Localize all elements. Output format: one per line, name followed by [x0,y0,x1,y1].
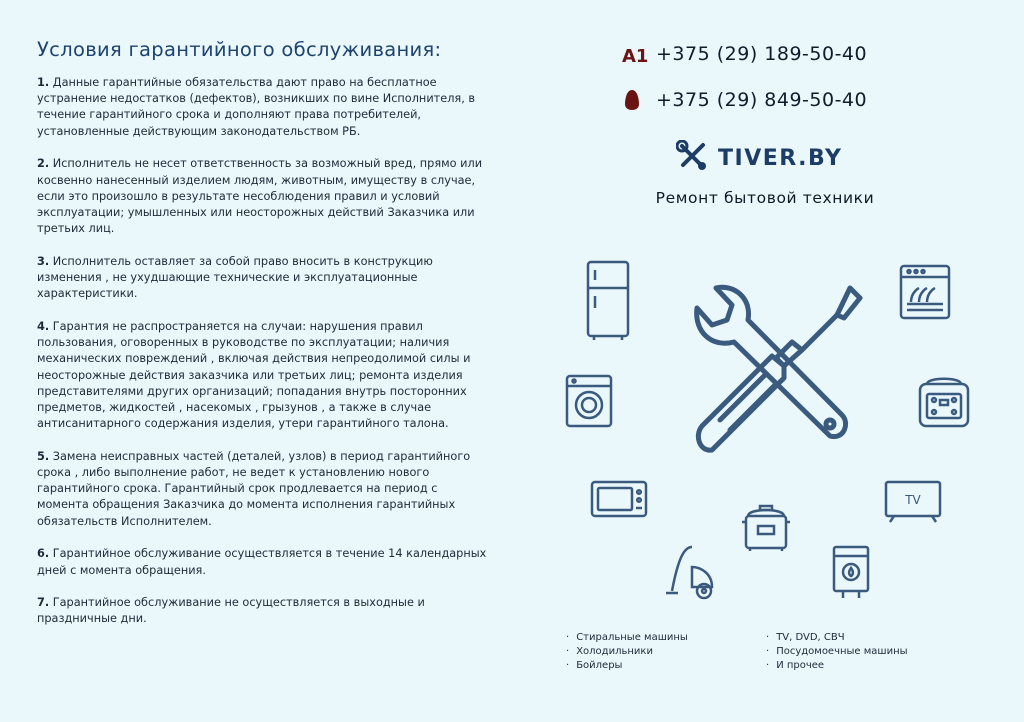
services-column-2 [766,631,908,673]
tv-icon [884,480,942,528]
service-item: · Стиральные машины [566,631,766,645]
boiler-icon [831,544,871,604]
clause-text: Данные гарантийные обязательства дают право на бесплатное устранение недостатков (дефектов), возникших по вине Исполнителя, в течение гарантийного срока и дополняют права потребителей, установленные действующим законодательством РБ. [37,76,476,138]
clause-number: 5. [37,449,50,463]
clause-text: Замена неисправных частей (деталей, узлов) в период гарантийного срока , либо выполнение работ, не ведет к установлению нового гарантийного срока. Гарантийный срок продлевается на период с момента обращения Заказчика до момента исполнения гарантийных обязательств Исполнителем. [37,449,471,528]
pressure-cooker-icon [740,504,792,556]
clause-number: 6. [37,547,50,561]
service-item: · И прочее [766,659,908,673]
clause-item [37,319,487,432]
clause-item [37,595,487,627]
microwave-icon [590,480,648,522]
service-item: · Посудомоечные машины [766,645,908,659]
contact-a1 [622,42,867,66]
clause-item [37,75,487,140]
a1-logo-icon [622,42,656,66]
dishwasher-icon [899,264,951,324]
clause-item [37,449,487,530]
brand-name: TIVER.BY [718,145,843,171]
tools-logo-icon [676,140,708,176]
clause-text: Исполнитель не несет ответственность за возможный вред, прямо или косвенно нанесенный изделием людям, животным, имуществу в случае, если это произошло в результате несоблюдения правил и условий эксплуатации; умышленных или неосторожных действий Заказчика или третьих лиц. [37,157,483,236]
service-item: · Холодильники [566,645,766,659]
clauses-list [37,75,487,628]
clause-item [37,156,487,237]
contact-mts [622,88,867,112]
mts-egg-icon [622,88,656,112]
clause-text: Исполнитель оставляет за собой право вносить в конструкцию изменения , не ухудшающие технические и эксплуатационные характеристики. [37,254,433,301]
warranty-terms-section [37,38,487,644]
page-title: Условия гарантийного обслуживания: [37,38,442,61]
multicooker-icon [917,372,971,434]
clause-text: Гарантия не распространяется на случаи: нарушения правил пользования, оговоренных в руководстве по эксплуатации; наличия механических повреждений , включая действия непреодолимой силы и неосторожные действия заказчика или третьих лиц; ремонта изделия представителями других организаций; попадания внутрь посторонних предметов, жидкостей , насекомых , грызунов , а также в случае антисанитарного содержания изделия, утери гарантийного талона. [37,319,471,431]
clause-number: 1. [37,76,50,89]
brand-logo [676,140,842,176]
clause-text: Гарантийное обслуживание не осуществляется в выходные и праздничные дни. [37,596,425,626]
vacuum-cleaner-icon [664,543,720,605]
phone-mts[interactable]: +375 (29) 849-50-40 [656,89,868,111]
a1-logo-text: A1 [622,46,648,66]
clause-item [37,254,487,303]
clause-number: 4. [37,319,50,333]
clause-item [37,546,487,578]
brand-subtitle: Ремонт бытовой техники [655,189,875,207]
tv-label: TV [905,493,921,507]
clause-number: 7. [37,596,50,610]
washing-machine-icon [565,374,613,432]
services-column-1 [566,631,766,673]
clause-number: 2. [37,157,50,171]
wrench-screwdriver-icon [672,280,872,484]
service-item: · Бойлеры [566,659,766,673]
services-list [566,631,908,673]
clause-text: Гарантийное обслуживание осуществляется в течение 14 календарных дней с момента обращения. [37,547,487,577]
service-item: · TV, DVD, СВЧ [766,631,908,645]
fridge-icon [586,260,630,344]
clause-number: 3. [37,254,50,268]
phone-a1[interactable]: +375 (29) 189-50-40 [656,43,868,65]
